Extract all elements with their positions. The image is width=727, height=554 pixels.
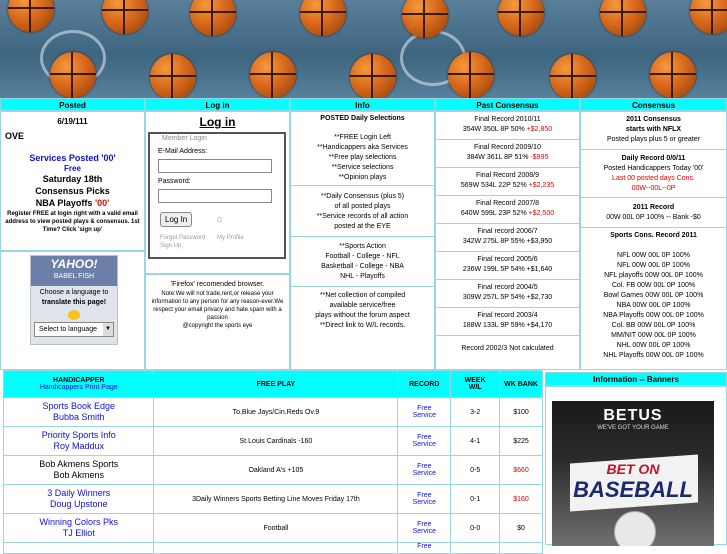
free-play-cell: Football (154, 514, 398, 543)
info-line: **Free play selections (328, 154, 397, 161)
record-cell[interactable] (398, 456, 451, 485)
past-record (436, 140, 579, 168)
privacy-note: Note:We will not trade,rent,or release your information to any person for any reason-ever.We respect your email privacy and hate spam with a passion (151, 291, 284, 321)
past-record (436, 168, 579, 196)
basketball-icon (190, 0, 236, 36)
handicapper-cell[interactable] (4, 485, 154, 514)
table-row (4, 543, 543, 554)
password-label: Password: (158, 178, 191, 185)
handicapper-cell (4, 543, 154, 554)
info-line: **Direct link to W/L records. (319, 322, 406, 329)
info-line: **Daily Consensus (plus 5) (320, 193, 405, 200)
past-record-line: 188W 133L 9P 59% (462, 322, 527, 329)
consensus-title: 2011 Consensus (626, 116, 681, 123)
basketball-icon (50, 52, 96, 98)
handicapper-name[interactable]: Roy Maddux (53, 441, 104, 451)
col-week (451, 371, 500, 398)
yahoo-logo (31, 256, 117, 286)
past-record-line: 354W 350L 8P 50% (462, 126, 527, 133)
sports-record-line: Bowl Games 00W 00L 0P 100% (603, 292, 704, 299)
basketball-icon (600, 0, 646, 36)
my-profile-link[interactable]: My Profile (217, 235, 244, 241)
info-line: **Net collection of compiled (319, 292, 406, 299)
record-free-link[interactable]: Free (417, 434, 432, 441)
col-wl-label: W/L (468, 384, 482, 391)
basketball-icon (300, 0, 346, 36)
info-line: Basketball - College - NBA (321, 263, 404, 270)
sports-record-line: NHL 00W 00L 0P 100% (616, 342, 691, 349)
handicapper-service[interactable]: Priority Sports Info (41, 430, 116, 440)
past-record-title: Final Record 2010/11 (474, 116, 541, 123)
saturday-label: Saturday 18th (42, 174, 103, 184)
posted-panel (0, 111, 145, 251)
fish-icon (68, 310, 80, 320)
last-days-record: 00W--00L--0P (631, 185, 676, 192)
nba-playoffs-label (1, 198, 144, 208)
info-block-4 (291, 291, 434, 331)
handicapper-name[interactable]: Bubba Smith (52, 412, 105, 422)
table-row (4, 427, 543, 456)
baseball-text: BASEBALL (573, 477, 693, 502)
basketball-icon (8, 0, 54, 32)
info-line: **Sports Action (339, 243, 386, 250)
past-record-line: 384W 361L 8P 51% (466, 154, 531, 161)
basketball-icon (150, 54, 196, 98)
record-free-link[interactable]: Free (417, 463, 432, 470)
email-label: E-Mail Address: (158, 148, 208, 155)
info-panel (290, 111, 435, 370)
nba-playoffs-count: '00' (94, 198, 110, 208)
info-line: posted at the EYE (334, 223, 391, 230)
sports-record-line: NFL 00W 00L 0P 100% (617, 262, 690, 269)
info-line: **FREE Login Left (334, 134, 391, 141)
posted-ove: OVE (5, 131, 25, 141)
basketball-icon (350, 54, 396, 98)
past-record (436, 280, 579, 308)
week-bank-cell: $660 (500, 456, 543, 485)
free-play-cell (154, 543, 398, 554)
handicapper-service[interactable]: Winning Colors Pks (39, 517, 118, 527)
past-record-money: +$3,950 (526, 238, 553, 245)
sports-record-line: Col. BB 00W 00L 0P 100% (611, 322, 696, 329)
week-wl-cell: 0-1 (451, 485, 500, 514)
sports-record-line: NFL playoffs 00W 00L 0P 100% (604, 272, 703, 279)
register-note: Register FREE at login right with a valid email address to view posted plays & consensus. 1st Time? Click 'sign up' (5, 211, 140, 233)
info-title: POSTED Daily Selections (320, 115, 405, 122)
nba-playoffs-text: NBA Playoffs (35, 198, 95, 208)
consensus-panel (580, 111, 727, 370)
betus-tagline: WE'VE GOT YOUR GAME (597, 425, 669, 431)
record-service-link[interactable]: Service (412, 528, 436, 535)
forgot-password-link[interactable]: Forgot Password (160, 235, 206, 241)
baseball-icon (614, 511, 656, 546)
babel-fish-panel (0, 251, 145, 370)
past-record-money: +$2,730 (526, 294, 553, 301)
consensus-subtitle: starts with NFLX (625, 126, 682, 133)
member-login-legend: Member Login (162, 135, 207, 142)
record-free-link[interactable]: Free (417, 492, 432, 499)
info-line: **Service records of all action (316, 213, 409, 220)
past-record-title: Final Record 2008/9 (475, 172, 540, 179)
language-select-value: Select to language (39, 326, 97, 333)
record-2011-title: 2011 Record (632, 204, 675, 211)
basketball-icon (650, 52, 696, 98)
daily-posted-count: Posted Handicappers Today '00' (603, 165, 704, 172)
record-cell[interactable] (398, 485, 451, 514)
past-record-money: +$2,850 (526, 126, 553, 133)
record-free-link[interactable]: Free (417, 405, 432, 412)
past-record-line: 342W 275L 8P 55% (462, 238, 527, 245)
record-service-link[interactable]: Service (412, 499, 436, 506)
record-service-link[interactable]: Service (412, 412, 436, 419)
week-wl-cell: 0-5 (451, 456, 500, 485)
info-block-1 (291, 133, 434, 186)
past-record (436, 224, 579, 252)
login-title[interactable]: Log in (199, 115, 236, 129)
info-line: Football - College - NFL (325, 253, 400, 260)
basketball-icon (250, 52, 296, 98)
past-record-line: 236W 199L 5P 54% (462, 266, 527, 273)
info-line: **Opinion plays (338, 174, 387, 181)
table-row (4, 398, 543, 427)
sports-record-line: NBA Playoffs 00W 00L 0P 100% (603, 312, 704, 319)
yahoo-logo-text: YAHOO! (50, 257, 98, 271)
past-consensus-panel (435, 111, 580, 370)
daily-record-title: Daily Record 0/0/11 (621, 155, 686, 162)
basketball-icon (690, 0, 727, 34)
handicapper-cell[interactable] (4, 398, 154, 427)
record-cell[interactable] (398, 427, 451, 456)
col-handicapper (4, 371, 154, 398)
firefox-note: 'Firefox' recomended browser. (170, 281, 265, 288)
email-field[interactable] (158, 159, 272, 173)
info-line: **Service selections (331, 164, 394, 171)
table-row (4, 456, 543, 485)
bet-on-text: BET ON (606, 461, 660, 477)
basketball-icon (448, 52, 494, 98)
chevron-down-icon: ▼ (103, 323, 113, 336)
past-record-money: +$1,640 (526, 266, 553, 273)
week-bank-cell: $100 (500, 398, 543, 427)
betus-logo: BETUS (603, 407, 663, 424)
sports-record-line: NHL Playoffs 00W 00L 0P 100% (603, 352, 704, 359)
col-bank: WK BANK (500, 371, 543, 398)
handicapper-name[interactable]: Bob Akmens (53, 470, 104, 480)
consensus-picks-label: Consensus Picks (35, 186, 110, 196)
translate-page-text: translate this page! (41, 299, 107, 306)
week-wl-cell: 3-2 (451, 398, 500, 427)
record-cell[interactable] (398, 398, 451, 427)
banners-header: Information -- Banners (545, 372, 727, 386)
record-free-link[interactable]: Free (417, 543, 432, 550)
handicapper-cell[interactable] (4, 456, 154, 485)
free-play-cell: Oakland A's +105 (154, 456, 398, 485)
header-past-consensus: Past Consensus (435, 98, 580, 111)
col-handicapper-label: HANDICAPPER (53, 377, 105, 384)
signup-link[interactable]: Sign Up (160, 243, 182, 249)
sports-record-line: NBA 00W 00L 0P 100% (616, 302, 691, 309)
past-record-title: Final record 2003/4 (477, 312, 538, 319)
free-play-cell: To.Blue Jays/Cin.Reds Ov.9 (154, 398, 398, 427)
betus-ad[interactable] (552, 401, 714, 546)
table-row (4, 485, 543, 514)
sports-record-line: MM/NIT 00W 00L 0P 100% (611, 332, 696, 339)
banner-panel (545, 386, 727, 545)
past-record-money: +$4,170 (526, 322, 553, 329)
privacy-panel (145, 274, 290, 370)
handicapper-name[interactable]: TJ Elliot (62, 528, 95, 538)
week-wl-cell: 0-0 (451, 514, 500, 543)
basketball-icon (498, 0, 544, 36)
info-line: **Handicappers aka Services (317, 144, 408, 151)
handicapper-service[interactable]: Bob Akmens Sports (39, 459, 119, 469)
info-block-3 (291, 242, 434, 287)
info-line: NHL - Playoffs (340, 273, 385, 280)
past-record-money: +$2,235 (528, 182, 555, 189)
record-service-link[interactable]: Service (412, 441, 436, 448)
header-posted: Posted (0, 98, 145, 111)
past-record (436, 308, 579, 336)
member-login-box (148, 132, 286, 259)
info-line: available service/free (329, 302, 396, 309)
past-record-money: +$2,500 (528, 210, 555, 217)
past-record-line: 640W 599L 23P 52% (460, 210, 529, 217)
week-bank-cell: $225 (500, 427, 543, 456)
header-info: Info (290, 98, 435, 111)
header-login: Log in (145, 98, 290, 111)
babel-fish-widget (30, 255, 118, 345)
past-record-title: Final record 2006/7 (477, 228, 538, 235)
past-record-title: Record 2002/3 Not calculated (461, 345, 554, 352)
handicapper-cell[interactable] (4, 514, 154, 543)
past-record (436, 196, 579, 224)
sports-consensus-record (581, 228, 726, 361)
free-play-cell: 3Daily Winners Sports Betting Line Moves Friday 17th (154, 485, 398, 514)
sports-record-line: NFL 00W 00L 0P 100% (617, 252, 690, 259)
past-record (436, 112, 579, 140)
copyright-text: @copyright the sports eye (182, 323, 253, 329)
table-row (4, 514, 543, 543)
basketball-icon (102, 0, 148, 34)
daily-record (581, 150, 726, 198)
last-days-label: Last 00 posted days Cons. (612, 175, 695, 182)
record-service-link[interactable]: Service (412, 470, 436, 477)
col-week-label: WEEK (464, 377, 486, 384)
past-record-line: 309W 257L 5P 54% (462, 294, 527, 301)
col-free-play: FREE PLAY (154, 371, 398, 398)
week-bank-cell: $0 (500, 514, 543, 543)
table-header-row (4, 371, 543, 398)
free-play-cell: St.Louis Cardinals -160 (154, 427, 398, 456)
week-bank-cell (500, 543, 543, 554)
services-posted-link[interactable]: Services Posted '00' (29, 153, 116, 163)
past-record-title: Final Record 2007/8 (475, 200, 540, 207)
babel-fish-text: BABEL FISH (53, 273, 95, 280)
col-record: RECORD (398, 371, 451, 398)
handicapper-table (3, 370, 543, 554)
login-button[interactable]: Log In (160, 212, 192, 227)
consensus-plays-note: Posted plays plus 5 or greater (607, 136, 700, 143)
sports-record-title: Sports Cons. Record 2011 (610, 232, 697, 239)
past-record (436, 336, 579, 354)
past-record (436, 252, 579, 280)
print-page-link[interactable]: Handicappers Print Page (39, 384, 118, 391)
record-2011 (581, 198, 726, 228)
past-record-title: Final record 2004/5 (477, 284, 538, 291)
login-panel (145, 111, 290, 274)
sports-record-line: Col. FB 00W 00L 0P 100% (611, 282, 696, 289)
password-field[interactable] (158, 189, 272, 203)
consensus-2011 (581, 112, 726, 150)
handicapper-service[interactable]: 3 Daily Winners (47, 488, 111, 498)
hanger-icon: ⌂ (216, 214, 223, 225)
posted-date: 6/19/111 (57, 117, 88, 126)
record-free-link[interactable]: Free (417, 521, 432, 528)
free-label: Free (64, 164, 81, 173)
handicapper-cell[interactable] (4, 427, 154, 456)
header-consensus: Consensus (580, 98, 727, 111)
info-line: plays without the forum aspect (315, 312, 410, 319)
record-cell[interactable] (398, 543, 451, 554)
record-2011-value: 00W 00L 0P 100% -- Bank -$0 (606, 214, 701, 221)
week-wl-cell (451, 543, 500, 554)
record-cell[interactable] (398, 514, 451, 543)
basketball-icon (550, 54, 596, 98)
header-banner (0, 0, 727, 98)
past-record-money: -$995 (530, 154, 549, 161)
language-select[interactable] (34, 322, 114, 337)
handicapper-service[interactable]: Sports Book Edge (42, 401, 115, 411)
past-record-title: Final Record 2009/10 (474, 144, 541, 151)
week-wl-cell: 4-1 (451, 427, 500, 456)
choose-language-text: Choose a language to (39, 289, 109, 296)
past-record-title: Final record 2005/6 (477, 256, 538, 263)
week-bank-cell: $160 (500, 485, 543, 514)
past-record-line: 569W 534L 22P 52% (460, 182, 529, 189)
info-block-2 (291, 192, 434, 237)
info-line: of all posted plays (334, 203, 391, 210)
handicapper-name[interactable]: Doug Upstone (49, 499, 108, 509)
